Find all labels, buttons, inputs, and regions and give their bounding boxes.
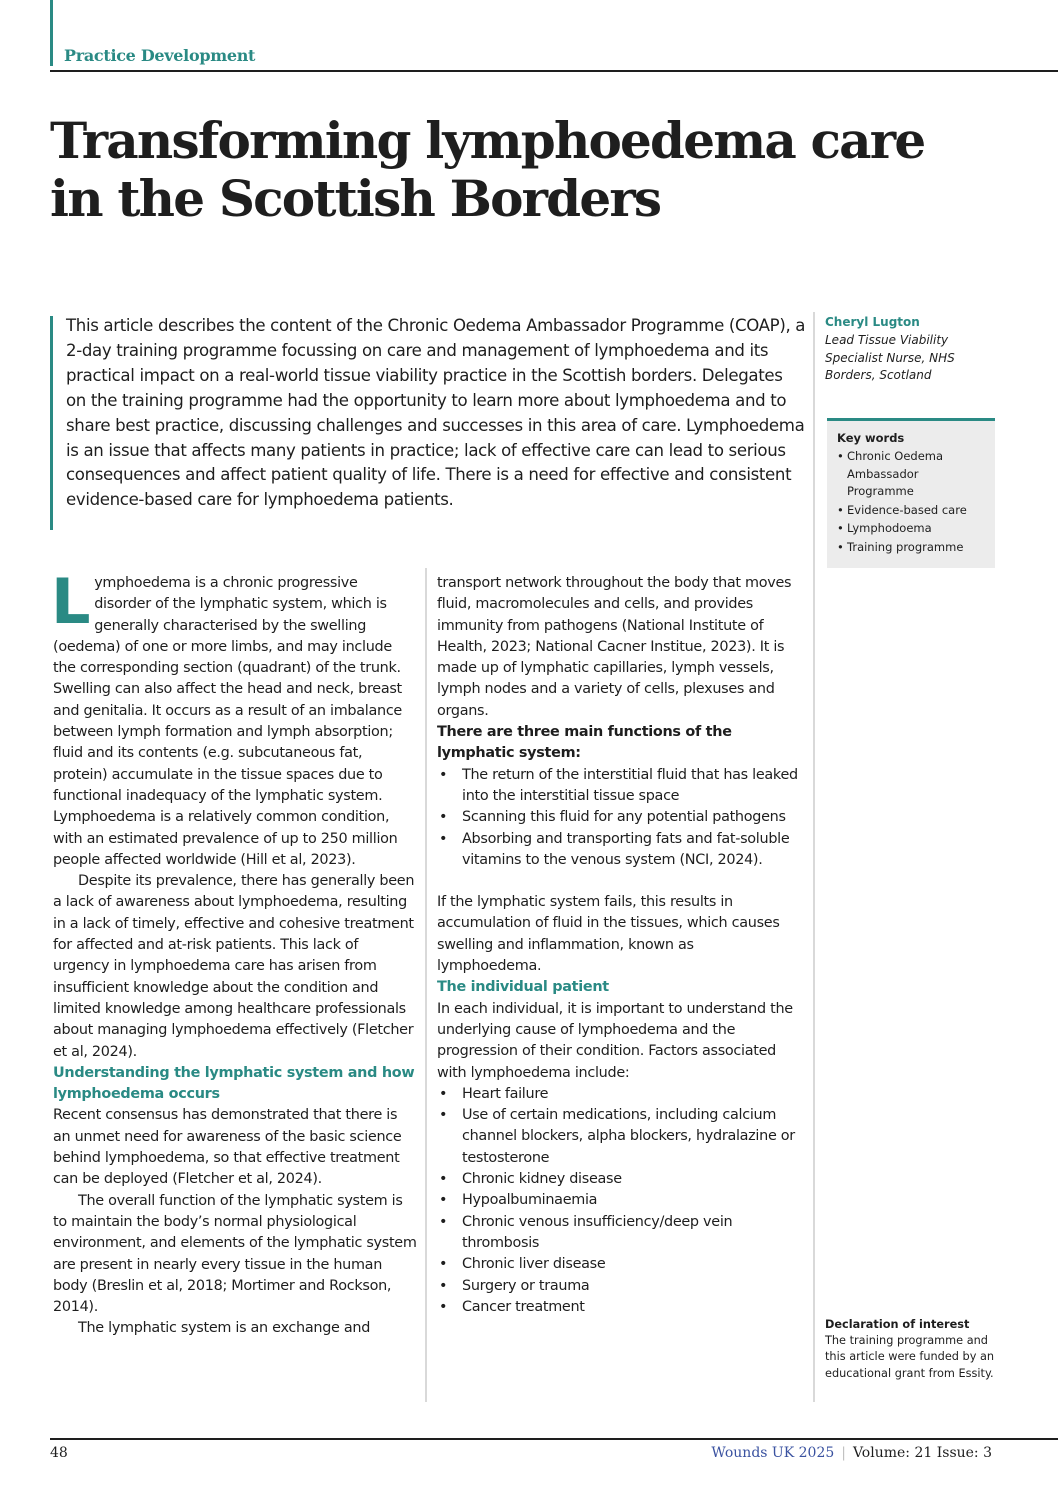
body-paragraph: If the lymphatic system fails, this results in accumulation of fluid in the tissues, which causes swelling and inflammation, known as lymphoedema. — [437, 894, 780, 975]
list-item: • Absorbing and transporting fats and fat-soluble vitamins to the venous system (NCI, 2024). — [437, 829, 802, 872]
declaration-text: The training programme and this article were funded by an educational grant from Essity. — [825, 1334, 995, 1380]
journal-info — [711, 1445, 992, 1461]
abstract-accent-bar — [50, 316, 53, 530]
list-item: • Use of certain medications, including calcium channel blockers, alpha blockers, hydralazine or testosterone — [437, 1105, 802, 1169]
header-rule — [50, 70, 1058, 72]
keywords-title: Key words — [837, 431, 905, 445]
keywords-list — [837, 448, 987, 556]
factors-list — [437, 1084, 802, 1318]
footer-separator: | — [841, 1445, 846, 1461]
column-divider — [425, 568, 427, 1402]
declaration-of-interest — [825, 1316, 995, 1382]
section-heading: Understanding the lymphatic system and how lymphoedema occurs — [53, 1064, 415, 1103]
page-number: 48 — [50, 1445, 68, 1461]
keyword-item: • Training programme — [837, 539, 987, 557]
functions-heading: There are three main functions of the lymphatic system: — [437, 724, 732, 762]
body-paragraph: Recent consensus has demonstrated that there is an unmet need for awareness of the basic science behind lymphoedema, so that effective treatment can be deployed (Fletcher et al, 2024). — [53, 1107, 402, 1188]
body-paragraph: Despite its prevalence, there has generally been a lack of awareness about lymphoedema, resulting in a lack of timely, effective and cohesive treatment for affected and at-risk patients. This lack of urgency in lymphoedema care has arisen from insufficient knowledge about the condition and limited knowledge among healthcare professionals about managing lymphoedema effectively (Fletcher et al, 2024). — [53, 873, 415, 1060]
intro-paragraph — [51, 565, 418, 871]
body-paragraph: The lymphatic system is an exchange and — [78, 1320, 371, 1337]
list-item: • Hypoalbuminaemia — [437, 1190, 802, 1211]
article-abstract: This article describes the content of the Chronic Oedema Ambassador Programme (COAP), a 2-day training programme focussing on care and management of lymphoedema and its practical impact on a real-world tissue viability practice in the Scottish borders. Delegates on the training programme had the opportunity to learn more about lymphoedema and to share best practice, discussing challenges and successes in this area of care. Lymphoedema is an issue that affects many patients in practice; lack of effective care can lead to serious consequences and affect patient quality of life. There is a need for effective and consistent evidence-based care for lymphoedema patients. — [66, 316, 806, 510]
list-item: • Heart failure — [437, 1084, 802, 1105]
spacer — [437, 871, 802, 892]
body-column-left — [51, 565, 418, 1340]
body-paragraph: In each individual, it is important to understand the underlying cause of lymphoedema and the progression of their condition. Factors associated with lymphoedema include: — [437, 1000, 793, 1081]
list-item: • Cancer treatment — [437, 1297, 802, 1318]
author-role: Lead Tissue Viability Specialist Nurse, NHS Borders, Scotland — [825, 333, 955, 382]
body-paragraph: transport network throughout the body that moves fluid, macromolecules and cells, and provides immunity from pathogens (National Institute of Health, 2023; National Cacner Institue, 2023). It is made up of lymphatic capillaries, lymph vessels, lymph nodes and a variety of cells, plexuses and organs. — [437, 575, 792, 719]
keyword-item: • Chronic Oedema Ambassador Programme — [837, 448, 987, 501]
list-item: • Surgery or trauma — [437, 1276, 802, 1297]
author-name: Cheryl Lugton — [825, 315, 920, 329]
journal-name: Wounds UK 2025 — [711, 1445, 835, 1461]
intro-text: ymphoedema is a chronic progressive disorder of the lymphatic system, which is generally characterised by the swelling (oedema) of one or more limbs, and may include the corresponding section (quadrant) of the trunk. Swelling can also affect the head and neck, breast and genitalia. It occurs as a result of an imbalance between lymph formation and lymph absorption; fluid and its contents (e.g. subcutaneous fat, protein) accumulate in the tissue spaces due to functional inadequacy of the lymphatic system. Lymphoedema is a relatively common condition, with an estimated prevalence of up to 250 million people affected worldwide (Hill et al, 2023). — [53, 575, 402, 868]
article-title: Transforming lymphoedema care in the Scottish Borders — [50, 111, 925, 228]
footer-rule — [50, 1438, 1058, 1440]
section-heading: The individual patient — [437, 979, 609, 996]
body-column-middle — [437, 573, 802, 1318]
list-item: • Scanning this fluid for any potential pathogens — [437, 807, 802, 828]
list-item: • Chronic venous insufficiency/deep vein thrombosis — [437, 1212, 802, 1255]
list-item: • The return of the interstitial fluid that has leaked into the interstitial tissue space — [437, 765, 802, 808]
keyword-item: • Evidence-based care — [837, 502, 987, 520]
list-item: • Chronic liver disease — [437, 1254, 802, 1275]
section-label: Practice Development — [64, 46, 256, 65]
list-item: • Chronic kidney disease — [437, 1169, 802, 1190]
declaration-title: Declaration of interest — [825, 1318, 970, 1331]
sidebar-divider — [813, 312, 815, 1402]
keywords-box — [827, 418, 995, 568]
functions-list — [437, 765, 802, 871]
drop-cap: L — [51, 565, 91, 638]
journal-issue: Volume: 21 Issue: 3 — [852, 1445, 992, 1461]
keyword-item: • Lymphodoema — [837, 520, 987, 538]
body-paragraph: The overall function of the lymphatic system is to maintain the body’s normal physiological environment, and elements of the lymphatic system are present in nearly every tissue in the human body (Breslin et al, 2018; Mortimer and Rockson, 2014). — [53, 1192, 417, 1316]
section-accent-bar — [50, 0, 53, 66]
